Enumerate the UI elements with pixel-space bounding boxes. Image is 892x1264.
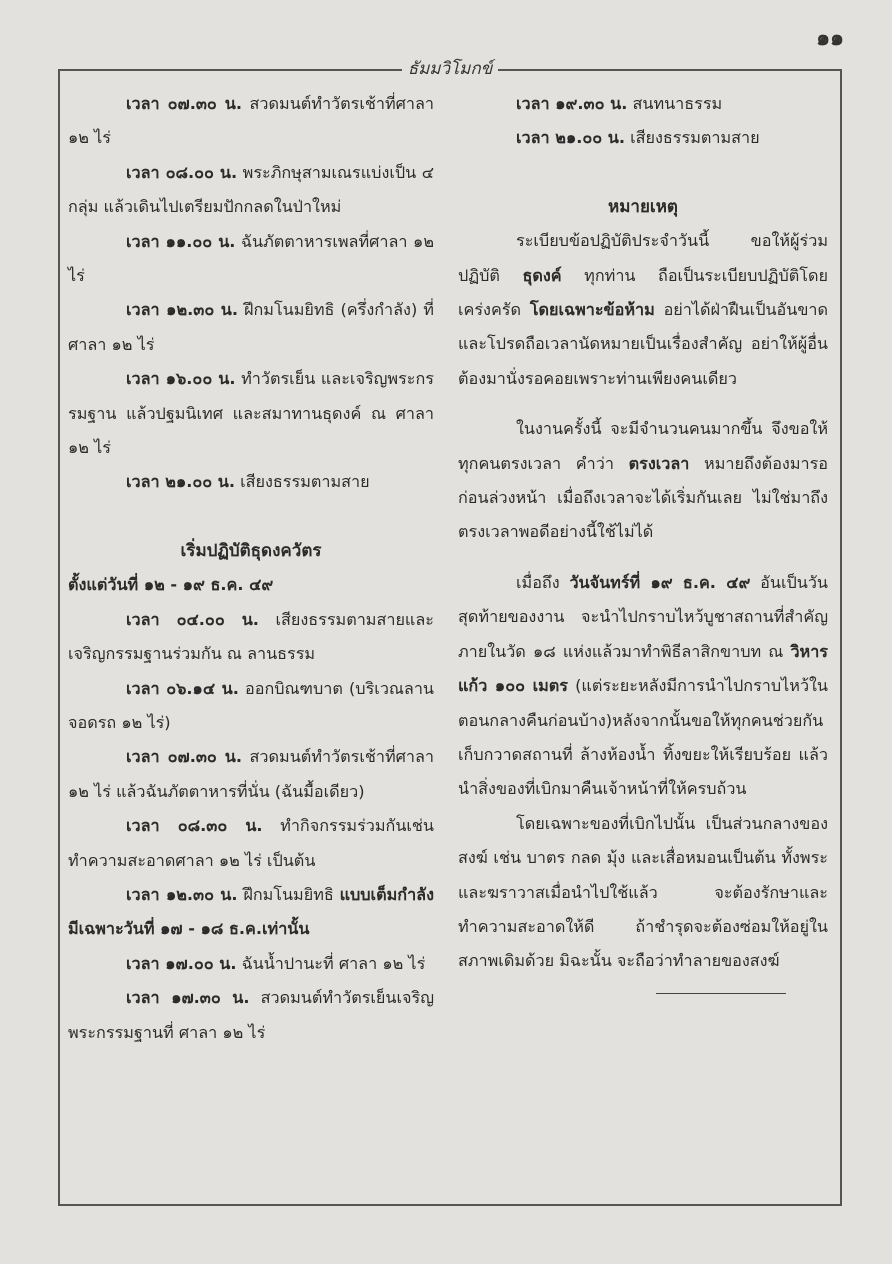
entry-text: เสียงธรรมตามสายและเจริญกรรมฐานร่วมกัน ณ ลานธรรม	[68, 609, 434, 664]
section-heading: เริ่มปฏิบัติธุดงควัตร	[180, 540, 322, 561]
spacer	[68, 500, 434, 534]
entry-time: เวลา ๑๗.๐๐ น.	[126, 953, 237, 973]
note-paragraph-4: โดยเฉพาะของที่เบิกไปนั้น เป็นส่วนกลางของสงฆ์ เช่น บาตร กลด มุ้ง และเสื่อหมอนเป็นต้น ทั้งพระและฆราวาสเมื่อนำไปใช้แล้ว จะต้องรักษาและทำความสะอาดให้ดี ถ้าชำรุดจะต้องซ่อมให้อยู่ในสภาพเดิมด้วย มิฉะนั้น จะถือว่าทำลายของสงฆ์	[458, 813, 828, 971]
entry-time: เวลา ๑๙.๓๐ น.	[516, 94, 628, 113]
schedule-entry	[68, 672, 434, 741]
date-range: ตั้งแต่วันที่ ๑๒ - ๑๙ ธ.ค. ๔๙	[68, 575, 274, 595]
schedule-entry	[458, 87, 828, 121]
schedule-entry	[68, 225, 434, 294]
entry-text: ฉันน้ำปานะที่ ศาลา ๑๒ ไร่	[236, 953, 426, 973]
schedule-daily	[68, 603, 434, 1050]
entry-text: ฉันภัตตาหารเพลที่ศาลา ๑๒ ไร่	[68, 231, 434, 286]
entry-emphasis: แบบเต็มกำลังมีเฉพาะวันที่ ๑๗ - ๑๘ ธ.ค.เท่านั้น	[68, 884, 434, 939]
entry-text: ทำกิจกรรมร่วมกันเช่นทำความสะอาดศาลา ๑๒ ไร่ เป็นต้น	[68, 816, 434, 870]
entry-text: พระภิกษุสามเณรแบ่งเป็น ๔ กลุ่ม แล้วเดินไปเตรียมปักกลดในป่าใหม่	[68, 162, 434, 217]
note-paragraph-2: ในงานครั้งนี้ จะมีจำนวนคนมากขึ้น จึงขอให้ทุกคนตรงเวลา คำว่า ตรงเวลา หมายถึงต้องมารอก่อนล่วงหน้า เมื่อถึงเวลาจะได้เริ่มกันเลย ไม่ใช่มาถึงตรงเวลาพอดีอย่างนี้ใช้ไม่ได้	[458, 419, 828, 542]
schedule-entry	[68, 981, 434, 1050]
note-paragraph-1: ระเบียบข้อปฏิบัติประจำวันนี้ ขอให้ผู้ร่วมปฏิบัติ ธุดงค์ ทุกท่าน ถือเป็นระเบียบปฏิบัติโดยเคร่งครัด โดยเฉพาะข้อห้าม อย่าได้ฝ่าฝืนเป็นอันขาด และโปรดถือเวลานัดหมายเป็นเรื่องสำคัญ อย่าให้ผู้อื่นต้องมานั่งรอคอยเพราะท่านเพียงคนเดียว	[458, 231, 828, 388]
spacer	[458, 156, 828, 190]
schedule-entry	[68, 603, 434, 672]
entry-text: สวดมนต์ทำวัตรเย็นเจริญพระกรรมฐานที่ ศาลา ๑๒ ไร่	[68, 988, 434, 1042]
schedule-evening	[458, 87, 828, 156]
end-rule	[656, 993, 786, 994]
entry-time: เวลา ๑๑.๐๐ น.	[126, 231, 236, 251]
entry-text: ออกบิณฑบาต (บริเวณลานจอดรถ ๑๒ ไร่)	[68, 678, 434, 732]
header-title: ธัมมวิโมกข์	[60, 55, 840, 82]
entry-time: เวลา ๐๖.๑๔ น.	[126, 678, 239, 698]
schedule-entry	[68, 878, 434, 947]
schedule-entry	[68, 293, 434, 362]
page-frame	[58, 59, 842, 1206]
entry-text: สนทนาธรรม	[627, 94, 723, 113]
schedule-entry	[68, 465, 434, 499]
entry-text: ฝึกมโนมยิทธิ	[237, 884, 340, 904]
entry-text: ฝึกมโนมยิทธิ (ครึ่งกำลัง) ที่ ศาลา ๑๒ ไร่	[68, 300, 434, 354]
schedule-entry	[68, 740, 434, 809]
entry-text: สวดมนต์ทำวัตรเช้าที่ศาลา ๑๒ ไร่	[68, 94, 434, 148]
page-number: ๑๑	[816, 26, 844, 51]
spacer	[458, 550, 828, 566]
schedule-entry	[68, 362, 434, 465]
entry-time: เวลา ๐๘.๓๐ น.	[126, 816, 263, 836]
entry-time: เวลา ๑๗.๓๐ น.	[126, 988, 250, 1008]
schedule-entry	[458, 121, 828, 155]
entry-time: เวลา ๑๒.๓๐ น.	[126, 884, 238, 904]
left-column	[68, 87, 434, 1184]
schedule-entry	[68, 87, 434, 156]
entry-time: เวลา ๐๘.๐๐ น.	[126, 162, 238, 182]
entry-time: เวลา ๒๑.๐๐ น.	[516, 128, 625, 148]
entry-time: เวลา ๑๒.๓๐ น.	[126, 300, 238, 320]
entry-text: เสียงธรรมตามสาย	[624, 128, 760, 148]
note-paragraph-3: เมื่อถึง วันจันทร์ที่ ๑๙ ธ.ค. ๔๙ อันเป็นวันสุดท้ายของงาน จะนำไปกราบไหว้บูชาสถานที่สำคัญภายในวัด ๑๘ แห่งแล้วมาทำพิธีลาสิกขาบท ณ วิหารแก้ว ๑๐๐ เมตร (แต่ระยะหลังมีการนำไปกราบไหว้ในตอนกลางคืนก่อนบ้าง)หลังจากนั้นขอให้ทุกคนช่วยกันเก็บกวาดสถานที่ ล้างห้องน้ำ ทิ้งขยะให้เรียบร้อย แล้วนำสิ่งของที่เบิกมาคืนเจ้าหน้าที่ให้ครบถ้วน	[458, 572, 829, 799]
schedule-entry	[68, 947, 434, 981]
entry-text: ทำวัตรเย็น และเจริญพระกรรมฐาน แล้วปฐมนิเทศ และสมาทานธุดงค์ ณ ศาลา ๑๒ ไร่	[68, 369, 434, 458]
entry-time: เวลา ๑๖.๐๐ น.	[126, 369, 236, 389]
schedule-day1	[68, 87, 434, 500]
entry-time: เวลา ๐๗.๓๐ น.	[126, 94, 243, 113]
right-column	[458, 87, 828, 1184]
entry-time: เวลา ๐๗.๓๐ น.	[126, 747, 243, 767]
entry-time: เวลา ๒๑.๐๐ น.	[126, 472, 235, 492]
entry-time: เวลา ๐๔.๐๐ น.	[126, 609, 259, 629]
spacer	[458, 396, 828, 412]
schedule-entry	[68, 156, 434, 225]
notes-heading: หมายเหตุ	[608, 196, 678, 217]
schedule-entry	[68, 809, 434, 878]
entry-text: เสียงธรรมตามสาย	[234, 472, 370, 492]
entry-text: สวดมนต์ทำวัตรเช้าที่ศาลา ๑๒ ไร่ แล้วฉันภัตตาหารที่นั่น (ฉันมื้อเดียว)	[68, 747, 434, 801]
